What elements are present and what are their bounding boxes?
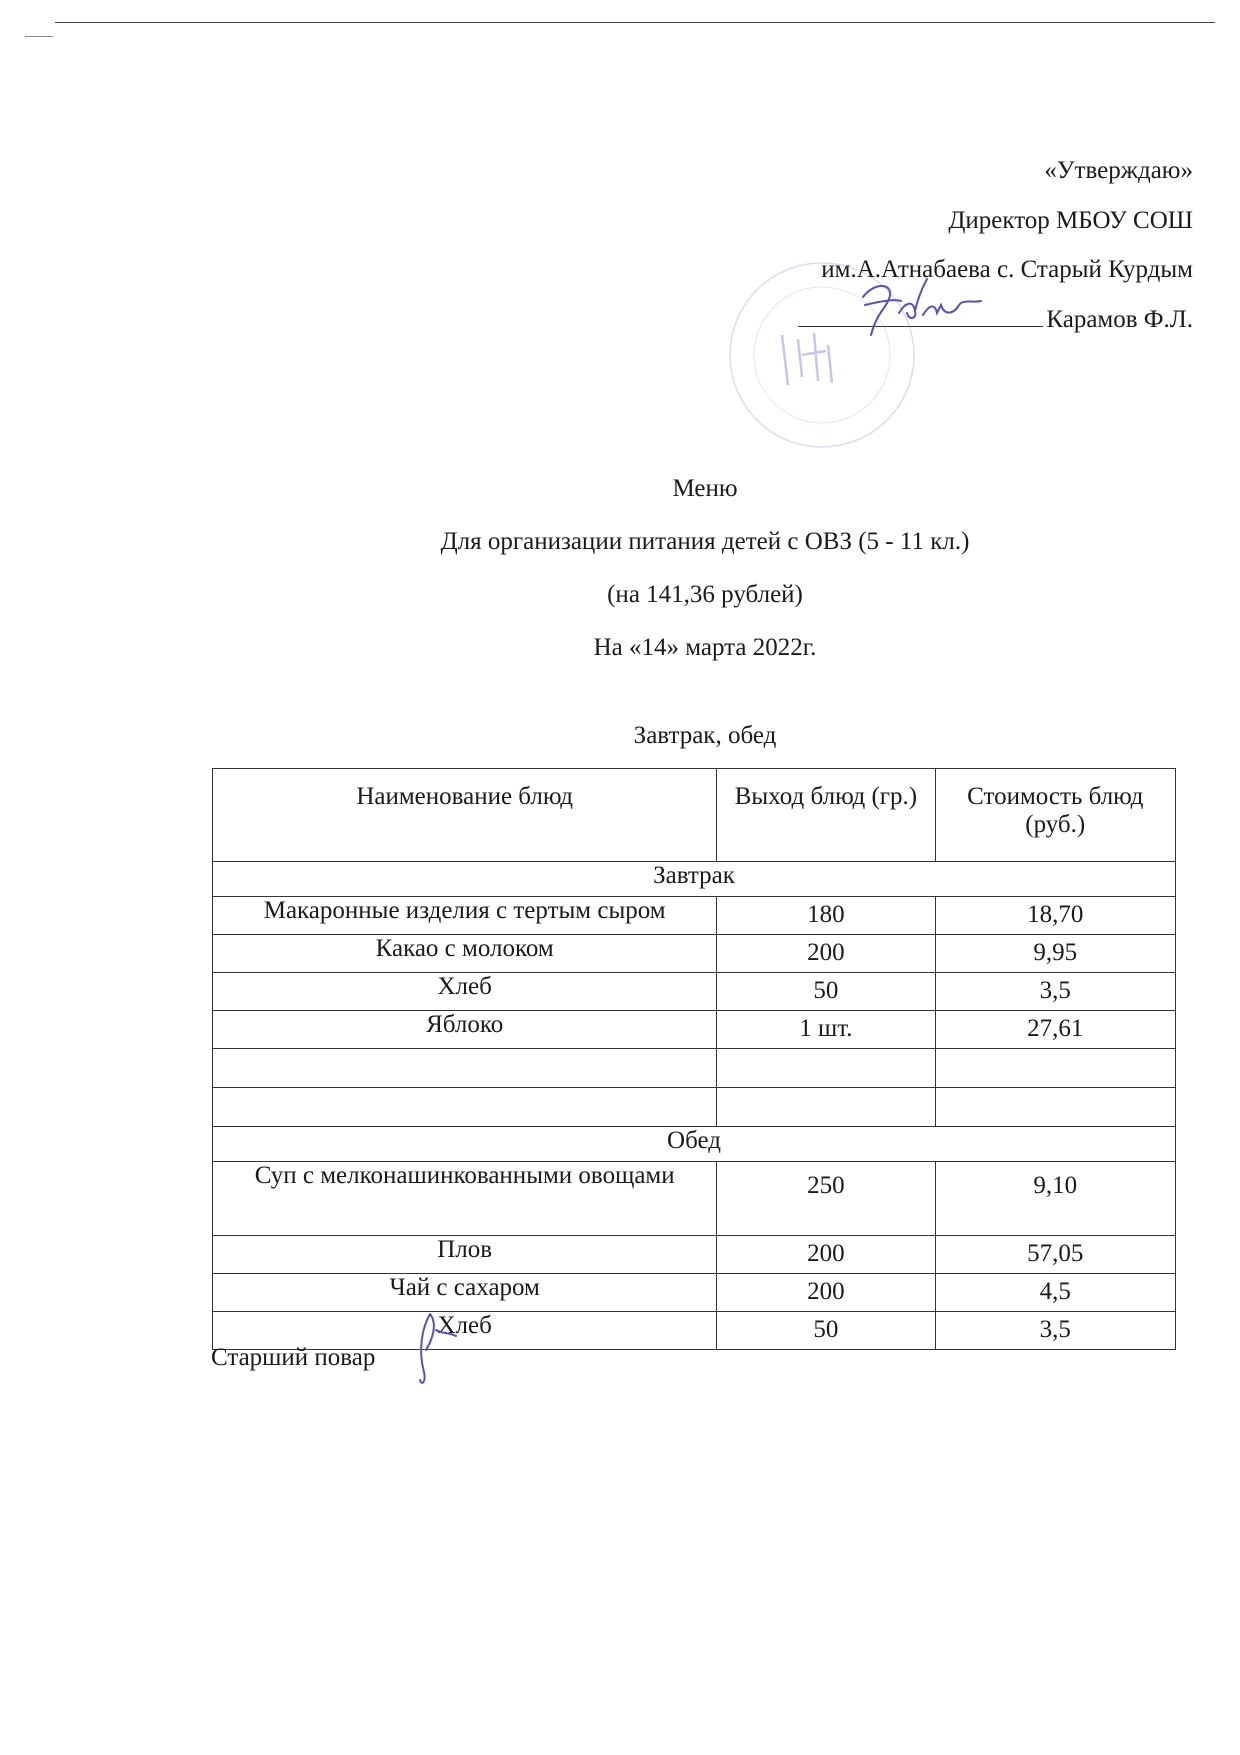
dish-cost: 3,5 bbox=[935, 1312, 1176, 1350]
dish-name: Хлеб bbox=[213, 973, 717, 1011]
menu-subtitle: Для организации питания детей с ОВЗ (5 - 11 кл.) bbox=[440, 528, 970, 555]
dish-name: Плов bbox=[213, 1236, 717, 1274]
table-row bbox=[213, 897, 1176, 935]
dish-output: 200 bbox=[717, 935, 935, 973]
dish-name: Суп с мелконашинкованными овощами bbox=[213, 1162, 717, 1236]
dish-cost: 57,05 bbox=[935, 1236, 1176, 1274]
dish-cost: 9,10 bbox=[935, 1162, 1176, 1236]
dish-name: Яблоко bbox=[213, 1011, 717, 1049]
dish-cost: 4,5 bbox=[935, 1274, 1176, 1312]
menu-title: Меню bbox=[672, 475, 738, 502]
approval-line-3: им.А.Атнабаева с. Старый Курдым bbox=[821, 256, 1193, 283]
approval-line-1: «Утверждаю» bbox=[1044, 157, 1193, 184]
dish-cost: 27,61 bbox=[935, 1011, 1176, 1049]
corner-mark bbox=[25, 36, 53, 37]
table-row-empty bbox=[213, 1088, 1176, 1127]
header-cost: Стоимость блюд (руб.) bbox=[935, 769, 1176, 862]
header-output: Выход блюд (гр.) bbox=[717, 769, 935, 862]
cook-label: Старший повар bbox=[211, 1344, 376, 1371]
dish-cost bbox=[935, 1049, 1176, 1088]
table-row bbox=[213, 973, 1176, 1011]
section-title: Завтрак, обед bbox=[633, 722, 777, 749]
dish-cost: 18,70 bbox=[935, 897, 1176, 935]
dish-output: 50 bbox=[717, 1312, 935, 1350]
dish-name: Хлеб bbox=[213, 1312, 717, 1350]
table-header-row bbox=[213, 769, 1176, 862]
table-row bbox=[213, 935, 1176, 973]
table-row-empty bbox=[213, 1049, 1176, 1088]
table-row bbox=[213, 1162, 1176, 1236]
dish-output: 200 bbox=[717, 1236, 935, 1274]
menu-date: На «14» марта 2022г. bbox=[593, 634, 817, 661]
group-row bbox=[213, 862, 1176, 897]
document-heading bbox=[0, 462, 1240, 674]
dish-output: 1 шт. bbox=[717, 1011, 935, 1049]
dish-output: 200 bbox=[717, 1274, 935, 1312]
director-signature-icon bbox=[855, 275, 985, 345]
dish-output bbox=[717, 1088, 935, 1127]
menu-table bbox=[212, 768, 1176, 1350]
dish-cost: 9,95 bbox=[935, 935, 1176, 973]
table-row bbox=[213, 1236, 1176, 1274]
approval-signer: Карамов Ф.Л. bbox=[1046, 305, 1193, 333]
header-dish-name: Наименование блюд bbox=[213, 769, 717, 862]
dish-name: Чай с сахаром bbox=[213, 1274, 717, 1312]
group-label-breakfast: Завтрак bbox=[213, 862, 1176, 897]
dish-output: 180 bbox=[717, 897, 935, 935]
table-row bbox=[213, 1274, 1176, 1312]
dish-cost: 3,5 bbox=[935, 973, 1176, 1011]
table-row bbox=[213, 1011, 1176, 1049]
dish-output: 50 bbox=[717, 973, 935, 1011]
dish-name bbox=[213, 1088, 717, 1127]
dish-output: 250 bbox=[717, 1162, 935, 1236]
dish-output bbox=[717, 1049, 935, 1088]
dish-cost bbox=[935, 1088, 1176, 1127]
dish-name: Макаронные изделия с тертым сыром bbox=[213, 897, 717, 935]
dish-name: Какао с молоком bbox=[213, 935, 717, 973]
cook-signature-icon bbox=[408, 1310, 468, 1390]
dish-name bbox=[213, 1049, 717, 1088]
top-rule bbox=[55, 22, 1215, 23]
approval-line-2: Директор МБОУ СОШ bbox=[948, 206, 1193, 234]
group-label-lunch: Обед bbox=[213, 1127, 1176, 1162]
group-row bbox=[213, 1127, 1176, 1162]
menu-price: (на 141,36 рублей) bbox=[607, 581, 803, 608]
